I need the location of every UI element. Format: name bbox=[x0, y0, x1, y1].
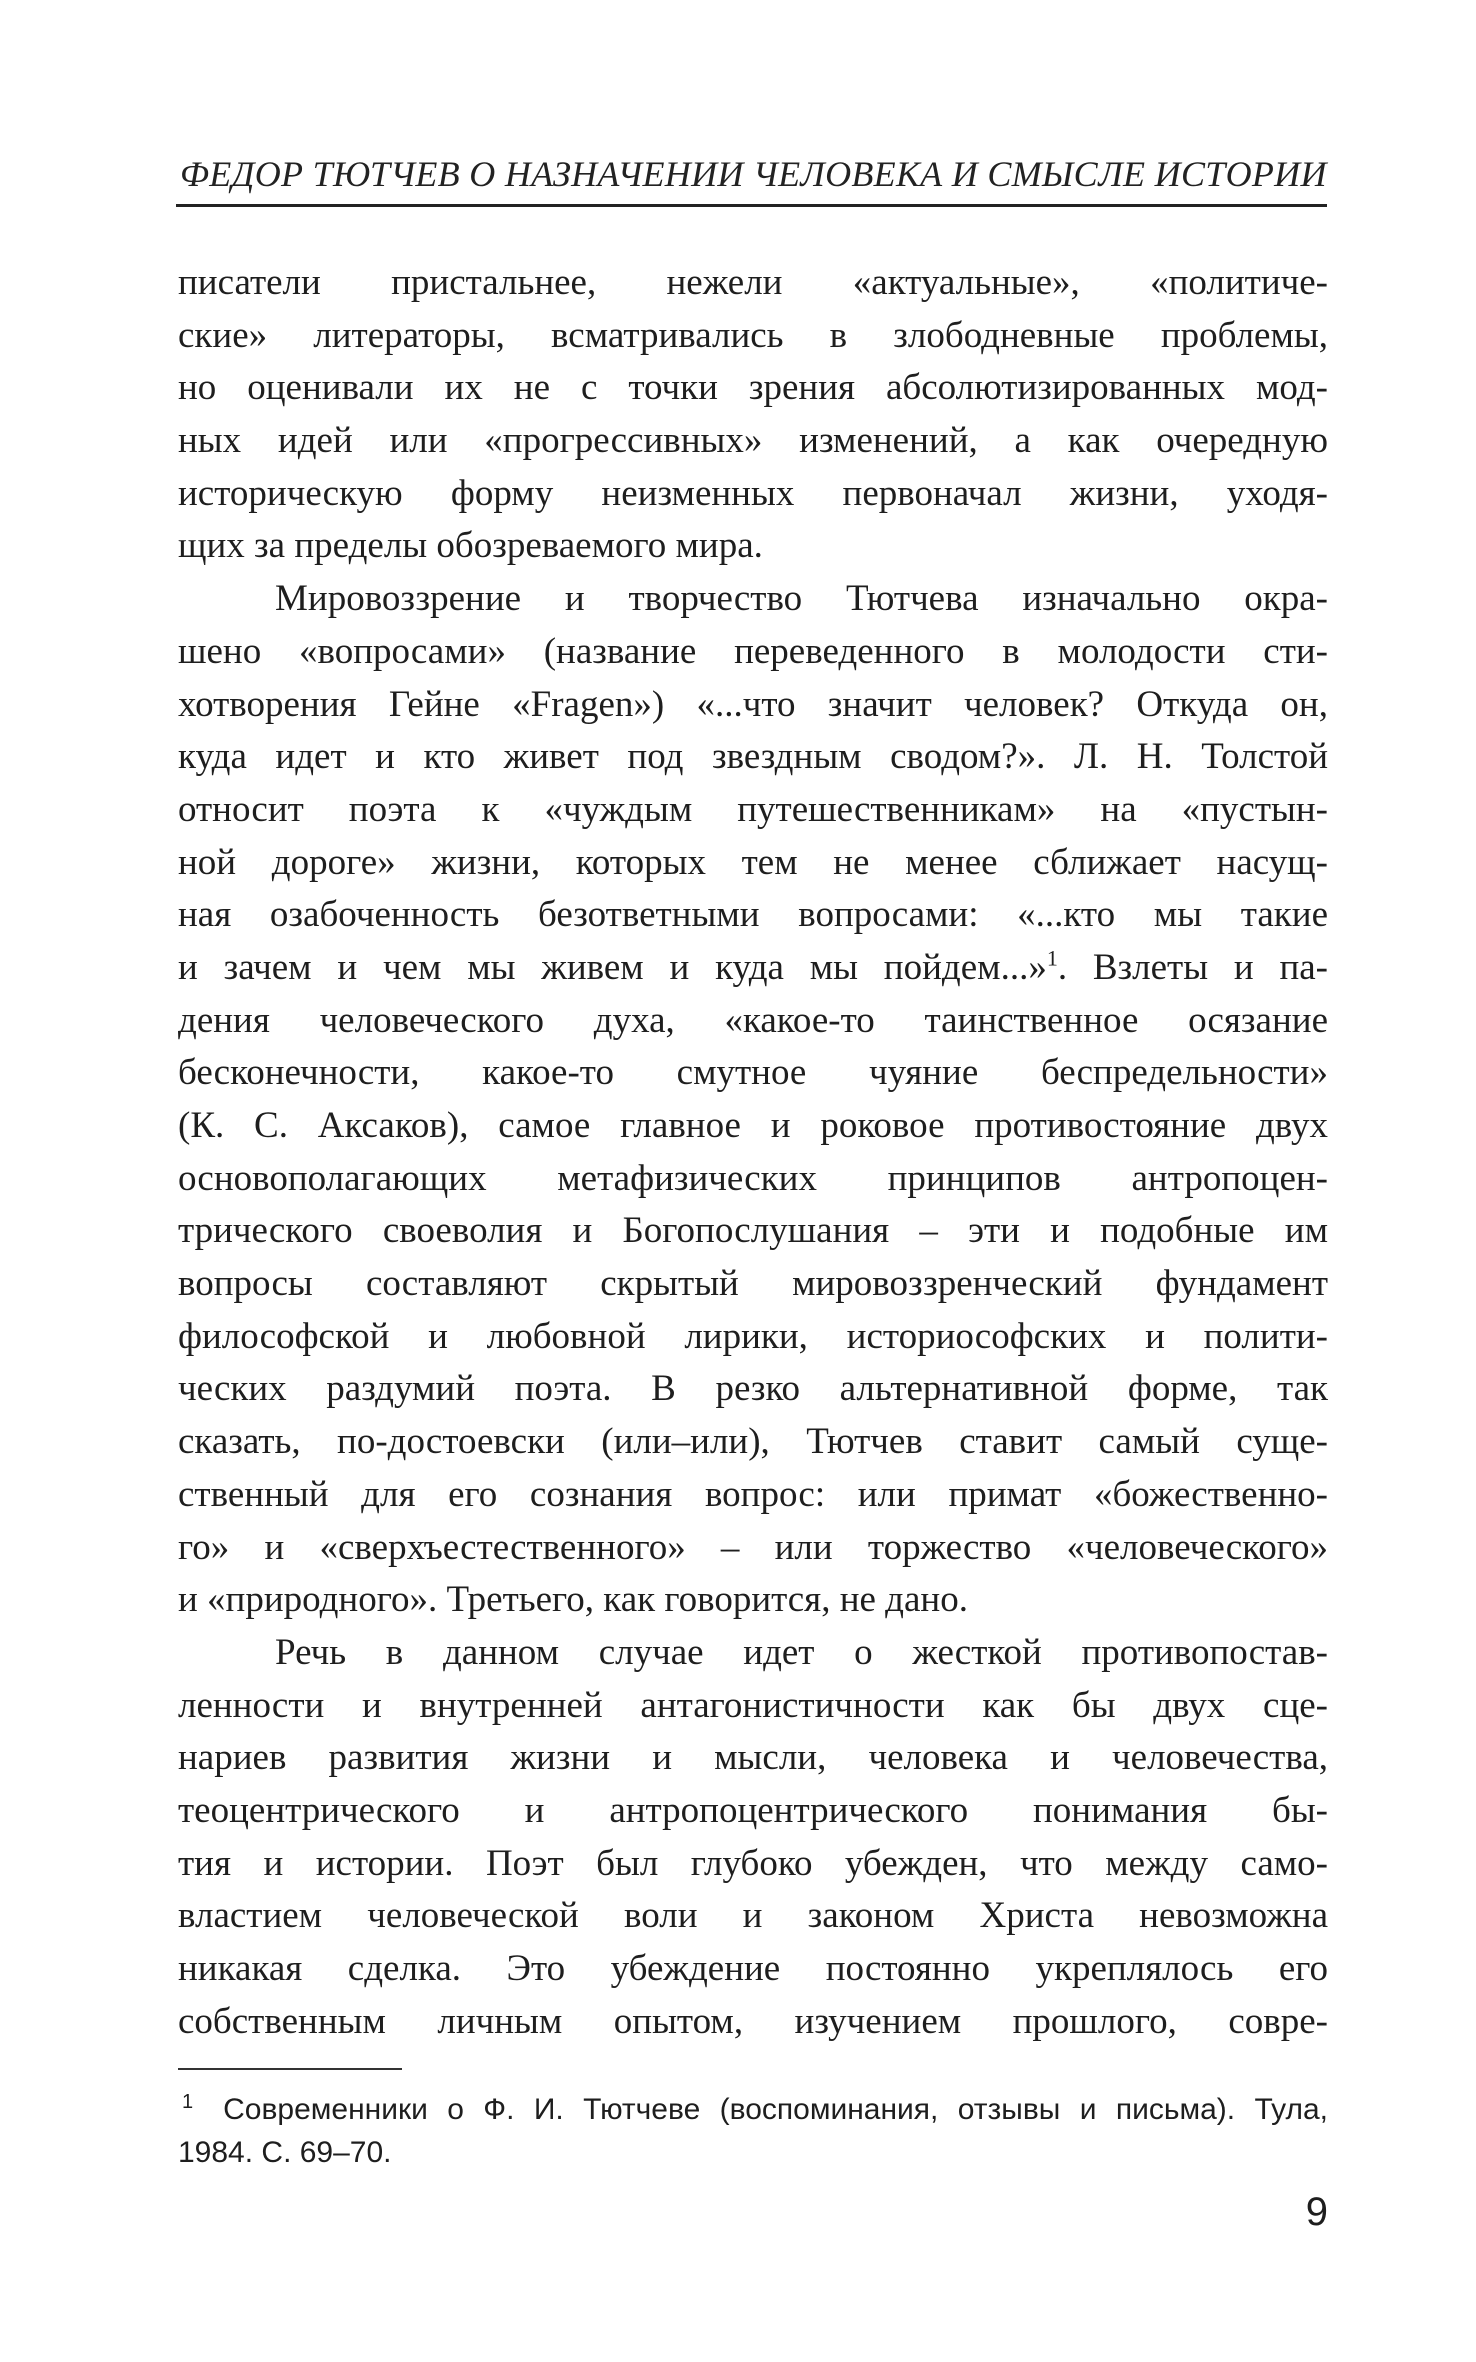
header-rule bbox=[176, 204, 1327, 207]
footnote-line: 1984. С. 69–70. bbox=[178, 2136, 392, 2169]
text-line: собственным личным опытом, изучением прошлого, совре- bbox=[178, 2000, 1328, 2042]
text-line: теоцентрического и антропоцентрического понимания бы- bbox=[178, 1789, 1328, 1831]
text-line: шено «вопросами» (название переведенного в молодости сти- bbox=[178, 630, 1328, 672]
footnote bbox=[178, 2088, 1328, 2174]
text-line: нариев развития жизни и мысли, человека и человечества, bbox=[178, 1737, 1328, 1779]
text-line: ных идей или «прогрессивных» изменений, а как очередную bbox=[178, 420, 1328, 462]
text-line: трического своеволия и Богопослушания – эти и подобные им bbox=[178, 1210, 1328, 1252]
text-line: относит поэта к «чуждым путешественникам» на «пустын- bbox=[178, 788, 1328, 830]
text-line: Мировоззрение и творчество Тютчева изначально окра- bbox=[275, 578, 1328, 620]
text-line: и «природного». Третьего, как говорится, не дано. bbox=[178, 1579, 968, 1621]
text-line-with-footnote bbox=[178, 942, 1328, 995]
text-line: ские» литераторы, всматривались в злободневные проблемы, bbox=[178, 314, 1328, 356]
text-line: ная озабоченность безответными вопросами: «...кто мы такие bbox=[178, 894, 1328, 936]
text-line: тия и истории. Поэт был глубоко убежден, что между само- bbox=[178, 1842, 1328, 1884]
footnote-text: Современники о Ф. И. Тютчеве (воспоминания, отзывы и письма). Тула, bbox=[223, 2093, 1328, 2126]
page-number: 9 bbox=[1305, 2190, 1328, 2234]
paragraph bbox=[178, 1627, 1328, 2049]
text-line: но оценивали их не с точки зрения абсолютизированных мод- bbox=[178, 367, 1328, 409]
text-line: философской и любовной лирики, историософских и полити- bbox=[178, 1315, 1328, 1357]
footnote-rule bbox=[178, 2068, 402, 2070]
text-line: писатели пристальнее, нежели «актуальные», «политиче- bbox=[178, 262, 1328, 303]
paragraph bbox=[178, 257, 1328, 573]
text-line: бесконечности, какое-то смутное чуяние беспредельности» bbox=[178, 1052, 1328, 1094]
text-line: властием человеческой воли и законом Христа невозможна bbox=[178, 1895, 1328, 1937]
text-line: го» и «сверхъестественного» – или торжество «человеческого» bbox=[178, 1526, 1328, 1568]
text-line: ной дороге» жизни, которых тем не менее сближает насущ- bbox=[178, 841, 1328, 883]
text-line: сказать, по-достоевски (или–или), Тютчев ставит самый суще- bbox=[178, 1421, 1328, 1463]
footnote-number: 1 bbox=[182, 2091, 194, 2113]
running-head: ФЕДОР ТЮТЧЕВ О НАЗНАЧЕНИИ ЧЕЛОВЕКА И СМЫСЛЕ ИСТОРИИ bbox=[180, 154, 1327, 194]
text-line: историческую форму неизменных первоначал жизни, уходя- bbox=[178, 472, 1328, 514]
text-line: дения человеческого духа, «какое-то таинственное осязание bbox=[178, 999, 1328, 1041]
text-line: Речь в данном случае идет о жесткой противопостав- bbox=[275, 1631, 1328, 1673]
footnote-reference[interactable]: 1 bbox=[1046, 945, 1058, 971]
text-line: вопросы составляют скрытый мировоззренческий фундамент bbox=[178, 1263, 1328, 1305]
text-segment: и зачем и чем мы живем и куда мы пойдем...» bbox=[178, 946, 1047, 988]
text-line: щих за пределы обозреваемого мира. bbox=[178, 525, 763, 567]
text-line: хотворения Гейне «Fragen») «...что значит человек? Откуда он, bbox=[178, 683, 1328, 725]
text-line: основополагающих метафизических принципов антропоцен- bbox=[178, 1157, 1328, 1199]
text-line: ленности и внутренней антагонистичности как бы двух сце- bbox=[178, 1684, 1328, 1726]
paragraph bbox=[178, 573, 1328, 1627]
text-line: куда идет и кто живет под звездным сводом?». Л. Н. Толстой bbox=[178, 736, 1328, 778]
footnote-line bbox=[178, 2088, 1328, 2131]
text-line: ческих раздумий поэта. В резко альтернативной форме, так bbox=[178, 1368, 1328, 1410]
text-line: ственный для его сознания вопрос: или примат «божественно- bbox=[178, 1473, 1328, 1515]
text-segment: . Взлеты и па- bbox=[1057, 946, 1328, 988]
body-text bbox=[178, 257, 1328, 2048]
text-line: никакая сделка. Это убеждение постоянно укреплялось его bbox=[178, 1948, 1328, 1989]
text-line: (К. С. Аксаков), самое главное и роковое противостояние двух bbox=[178, 1105, 1328, 1146]
